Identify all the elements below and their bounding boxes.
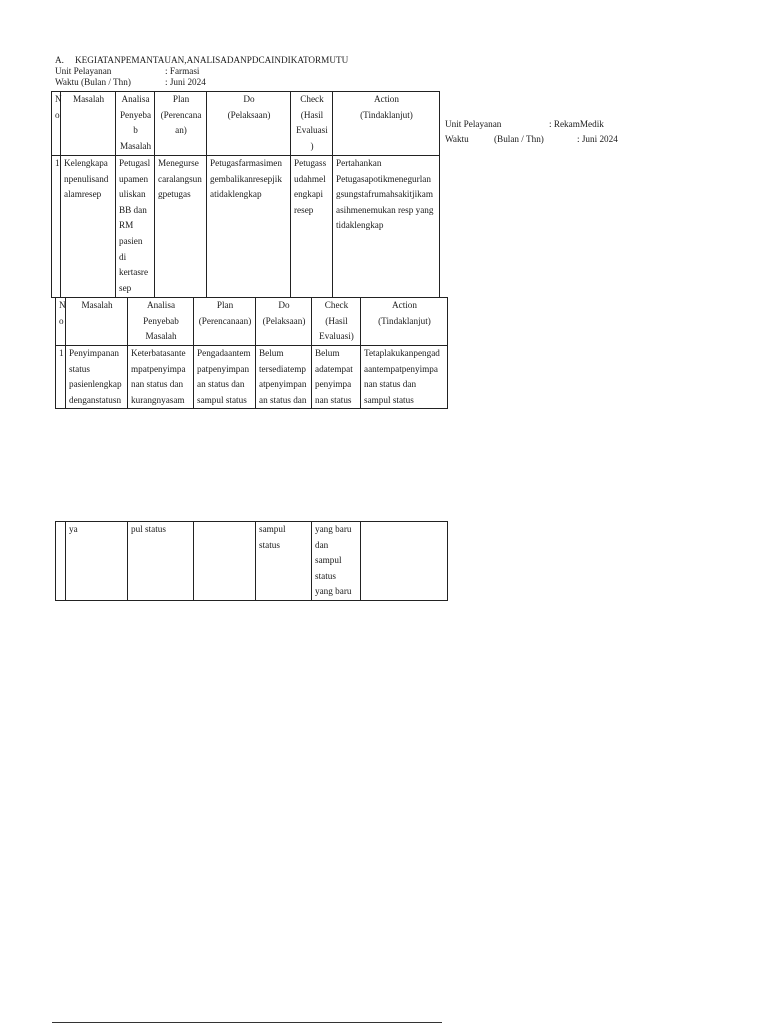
header-text: (Perencanaan) <box>198 315 252 326</box>
header-cell <box>194 298 256 346</box>
header-text: (Tindaklanjut) <box>360 109 413 120</box>
row-text: an status dan <box>259 394 307 405</box>
header-cell <box>312 298 361 346</box>
row-text: sep <box>119 282 132 293</box>
row-cell <box>256 522 312 601</box>
header-text: Masalah <box>72 94 105 104</box>
section-number: A. <box>55 55 64 65</box>
row-text: ya <box>69 524 78 534</box>
row-text: tersediatemp <box>259 363 306 374</box>
header-cell <box>256 298 312 346</box>
row-cell <box>256 346 312 409</box>
row-cell <box>56 346 66 409</box>
row-text: caralangsun <box>158 173 202 184</box>
header-cell <box>361 298 448 346</box>
row-text: gpetugas <box>158 189 191 200</box>
row-text: Keterbatasante <box>131 348 186 358</box>
row-text: denganstatusn <box>69 394 122 405</box>
row-cell <box>66 522 128 601</box>
row-text: npenulisand <box>64 173 109 184</box>
row-text: uliskan <box>119 189 146 200</box>
header-cell <box>56 298 66 346</box>
row-text: penyimpa <box>315 379 352 390</box>
row-cell <box>116 156 155 298</box>
row-text: atidaklengkap <box>210 189 262 200</box>
row-text: Pertahankan <box>336 158 382 168</box>
header-cell <box>333 92 440 156</box>
row-text: Pengadaantem <box>197 348 251 358</box>
row-text: upamen <box>119 173 149 184</box>
header-text: Evaluasi <box>296 125 328 136</box>
row-text: gsungstafrumahsakitjikam <box>336 189 433 200</box>
row-cell <box>312 522 361 601</box>
header-cell <box>52 92 61 156</box>
header-text: Penyeba <box>119 109 152 120</box>
header-text: (Hasil <box>325 315 348 326</box>
header-text: ) <box>310 140 314 151</box>
header-cell <box>291 92 333 156</box>
header-text: an) <box>175 125 187 136</box>
section-title: KEGIATANPEMANTAUAN,ANALISADANPDCAINDIKATORMUTU <box>75 55 349 65</box>
row-cell <box>333 156 440 298</box>
row-cell <box>361 346 448 409</box>
row-text: status <box>69 363 90 374</box>
header-text: (Hasil <box>300 109 324 120</box>
row-text: nan status <box>315 394 352 405</box>
row-text: nan status dan <box>131 379 184 390</box>
row-cell <box>56 522 66 601</box>
row-text: Petugasl <box>119 158 151 168</box>
row-text: pasien <box>119 235 143 246</box>
row-text: engkapi <box>294 189 324 200</box>
row-text: mpatpenyimpa <box>131 363 186 374</box>
table-row <box>56 522 448 601</box>
unit-label-2: Unit Pelayanan <box>445 119 502 129</box>
row-text: 1 <box>55 158 60 168</box>
header-cell <box>155 92 207 156</box>
row-cell <box>291 156 333 298</box>
header-text: Analisa <box>146 300 176 310</box>
unit-value: : Farmasi <box>165 66 200 76</box>
header-text: Check <box>300 94 324 104</box>
waktu-label-2: Waktu <box>445 134 469 144</box>
table-header-row <box>52 92 440 156</box>
row-text: sampul status <box>364 394 414 405</box>
header-text: N <box>59 300 66 310</box>
header-cell <box>61 92 116 156</box>
row-text: alamresep <box>64 189 102 200</box>
pdca-table-farmasi <box>51 91 440 298</box>
row-text: Menegurse <box>158 158 199 168</box>
row-text: yang baru <box>315 524 352 534</box>
row-cell <box>128 346 194 409</box>
header-text: Analisa <box>121 94 150 104</box>
header-text: (Perencana <box>160 109 202 120</box>
row-text: udahmel <box>294 173 326 184</box>
header-text: Action <box>391 300 417 310</box>
header-text: N <box>55 94 62 104</box>
row-text: asihmenemukan resp yang <box>336 204 434 215</box>
header-text: Masalah <box>81 300 113 310</box>
row-text: Kelengkapa <box>64 158 108 168</box>
row-text: sampul <box>259 524 286 534</box>
header-cell <box>116 92 155 156</box>
row-text: RM <box>119 220 134 231</box>
row-text: patpenyimpan <box>197 363 250 374</box>
waktu-label: Waktu (Bulan / Thn) <box>55 77 131 87</box>
unit-label: Unit Pelayanan <box>55 66 112 76</box>
header-text: Plan <box>172 94 190 104</box>
row-text: Belum <box>315 348 340 358</box>
row-cell <box>52 156 61 298</box>
row-cell <box>61 156 116 298</box>
table-row <box>56 346 448 409</box>
row-text: pasienlengkap <box>69 379 122 390</box>
row-text: status <box>259 539 280 550</box>
row-text: an status dan <box>197 379 245 390</box>
header-text: Masalah <box>119 140 152 151</box>
header-cell <box>128 298 194 346</box>
waktu-mid-2: (Bulan / Thn) <box>494 134 544 144</box>
row-text: Penyimpanan <box>69 348 120 358</box>
row-text: BB dan <box>119 204 147 215</box>
header-text: (Tindaklanjut) <box>378 315 431 326</box>
header-text: Evaluasi) <box>319 331 354 342</box>
header-text: Masalah <box>145 331 177 342</box>
row-text: pul status <box>131 524 166 534</box>
row-cell <box>207 156 291 298</box>
row-cell <box>66 346 128 409</box>
row-cell <box>155 156 207 298</box>
header-text: b <box>133 125 138 136</box>
row-text: kurangnyasam <box>131 394 185 405</box>
row-text: Belum <box>259 348 284 358</box>
row-text: kertasre <box>119 267 149 278</box>
header-text: Plan <box>216 300 234 310</box>
row-cell <box>361 522 448 601</box>
row-cell <box>194 522 256 601</box>
row-text: Petugasfarmasimen <box>210 158 282 168</box>
header-text: Do <box>278 300 290 310</box>
row-cell <box>312 346 361 409</box>
header-text: Do <box>243 94 255 104</box>
row-text: atpenyimpan <box>259 379 307 390</box>
unit-value-2: : RekamMedik <box>549 119 604 129</box>
table-header-row <box>56 298 448 346</box>
header-text: o <box>55 109 60 120</box>
row-text: sampul status <box>197 394 247 405</box>
row-text: gembalikanresepjik <box>210 173 282 184</box>
row-text: aantempatpenyimpa <box>364 363 438 374</box>
header-text: Action <box>373 94 399 104</box>
row-text: status <box>315 570 336 581</box>
header-cell <box>66 298 128 346</box>
header-text: (Pelaksaan) <box>227 109 271 120</box>
waktu-value: : Juni 2024 <box>165 77 206 87</box>
row-text: di <box>119 251 127 262</box>
row-text: adatempat <box>315 363 353 374</box>
row-text: 1 <box>59 348 64 358</box>
row-text: Petugass <box>294 158 327 168</box>
waktu-value-2: : Juni 2024 <box>577 134 618 144</box>
row-text: yang baru <box>315 586 352 597</box>
page-bottom-rule <box>52 1022 442 1023</box>
row-text: Petugasapotikmenegurlan <box>336 173 431 184</box>
pdca-table-continuation <box>55 521 448 601</box>
row-cell <box>194 346 256 409</box>
header-text: Check <box>324 300 349 310</box>
row-text: nan status dan <box>364 379 417 390</box>
row-text: tidaklengkap <box>336 220 384 231</box>
row-text: dan <box>315 539 329 550</box>
row-cell <box>128 522 194 601</box>
header-text: o <box>59 315 64 326</box>
header-cell <box>207 92 291 156</box>
header-text: (Pelaksaan) <box>262 315 306 326</box>
row-text: resep <box>294 204 314 215</box>
table-row <box>52 156 440 298</box>
row-text: Tetaplakukanpengad <box>364 348 440 358</box>
row-text: sampul <box>315 555 342 566</box>
header-text: Penyebab <box>143 315 179 326</box>
pdca-table-rekam-medik <box>55 297 448 409</box>
